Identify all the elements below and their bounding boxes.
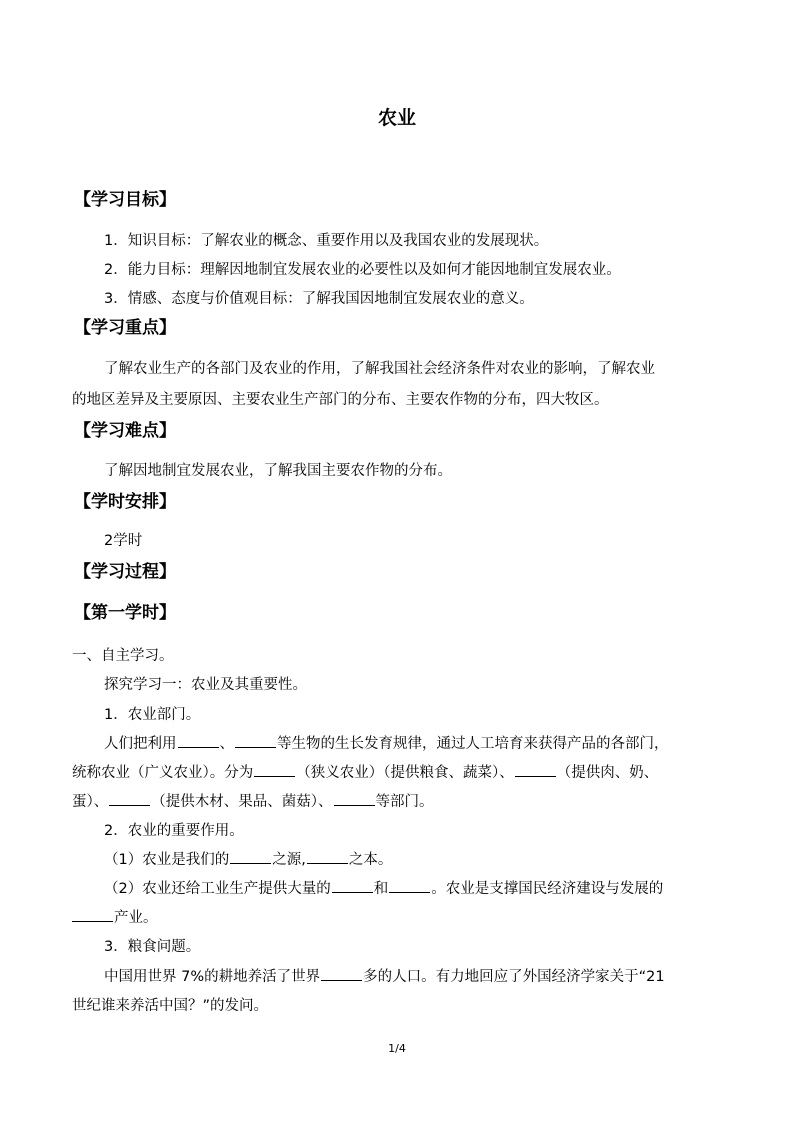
document-title: 农业 bbox=[377, 107, 416, 129]
fill-blank[interactable] bbox=[307, 849, 348, 864]
paragraph-line: 世纪谁来养活中国？”的发问。 bbox=[72, 998, 269, 1014]
objective-item: 3．情感、态度与价值观目标：了解我国因地制宜发展农业的意义。 bbox=[104, 291, 534, 307]
text-run: （狭义农业）（提供粮食、蔬菜）、 bbox=[296, 765, 514, 781]
fill-blank[interactable] bbox=[254, 762, 295, 777]
paragraph-line bbox=[72, 758, 658, 788]
paragraph-line bbox=[72, 787, 434, 817]
fill-blank[interactable] bbox=[515, 762, 556, 777]
heading-schedule: 【学时安排】 bbox=[74, 492, 176, 512]
text-run: 之本。 bbox=[348, 852, 393, 868]
text-run: 统称农业（广义农业）。分为 bbox=[72, 765, 254, 781]
page-number: 1/4 bbox=[388, 1042, 406, 1055]
fill-blank[interactable] bbox=[332, 878, 373, 893]
fill-blank[interactable] bbox=[389, 878, 430, 893]
objective-item: 1．知识目标：了解农业的概念、重要作用以及我国农业的发展现状。 bbox=[104, 233, 549, 249]
text-run: 、 bbox=[219, 736, 234, 752]
fill-blank[interactable] bbox=[321, 966, 362, 981]
text-run: （提供肉、奶、 bbox=[556, 765, 659, 781]
subsection-title: 1．农业部门。 bbox=[104, 707, 201, 723]
text-run: （1）农业是我们的 bbox=[104, 852, 230, 868]
heading-difficulties: 【学习难点】 bbox=[74, 421, 176, 441]
text-run: 和 bbox=[373, 881, 389, 897]
key-points-line: 了解农业生产的各部门及农业的作用，了解我国社会经济条件对农业的影响，了解农业 bbox=[104, 361, 655, 377]
text-run: 之源, bbox=[272, 852, 306, 868]
explore-title: 探究学习一：农业及其重要性。 bbox=[104, 677, 307, 693]
paragraph-line bbox=[72, 903, 158, 933]
text-run: 。农业是支撑国民经济建设与发展的 bbox=[431, 881, 664, 897]
fill-blank[interactable] bbox=[230, 849, 271, 864]
paragraph-line bbox=[104, 729, 669, 759]
fill-blank[interactable] bbox=[72, 907, 113, 922]
text-run: （2）农业还给工业生产提供大量的 bbox=[104, 881, 331, 897]
fill-blank[interactable] bbox=[178, 733, 219, 748]
text-run: 多的人口。有力地回应了外国经济学家关于“21 bbox=[363, 969, 665, 985]
paragraph-line bbox=[104, 962, 665, 992]
text-run: 中国用世界 7%的耕地养活了世界 bbox=[104, 969, 321, 985]
subsection-title: 3．粮食问题。 bbox=[104, 939, 201, 955]
text-run: 产业。 bbox=[114, 910, 158, 926]
heading-key-points: 【学习重点】 bbox=[74, 318, 176, 338]
text-run: 蛋）、 bbox=[72, 794, 109, 810]
paragraph-line bbox=[104, 845, 392, 875]
subsection-title: 2．农业的重要作用。 bbox=[104, 823, 244, 839]
text-run: 等部门。 bbox=[375, 794, 434, 810]
heading-lesson-1: 【第一学时】 bbox=[74, 603, 176, 623]
section-self-study: 一、自主学习。 bbox=[72, 648, 174, 664]
heading-process: 【学习过程】 bbox=[74, 562, 176, 582]
text-run: 人们把利用 bbox=[104, 736, 177, 752]
fill-blank[interactable] bbox=[235, 733, 276, 748]
paragraph-line bbox=[104, 874, 663, 904]
heading-objectives: 【学习目标】 bbox=[74, 190, 176, 210]
difficulties-text: 了解因地制宜发展农业，了解我国主要农作物的分布。 bbox=[104, 463, 452, 479]
fill-blank[interactable] bbox=[109, 791, 150, 806]
text-run: 等生物的生长发育规律，通过人工培育来获得产品的各部门， bbox=[277, 736, 669, 752]
schedule-text: 2学时 bbox=[104, 533, 143, 549]
objective-item: 2．能力目标：理解因地制宜发展农业的必要性以及如何才能因地制宜发展农业。 bbox=[104, 262, 621, 278]
fill-blank[interactable] bbox=[334, 791, 375, 806]
text-run: （提供木材、果品、菌菇）、 bbox=[151, 794, 333, 810]
key-points-line: 的地区差异及主要原因、主要农业生产部门的分布、主要农作物的分布，四大牧区。 bbox=[72, 392, 609, 408]
